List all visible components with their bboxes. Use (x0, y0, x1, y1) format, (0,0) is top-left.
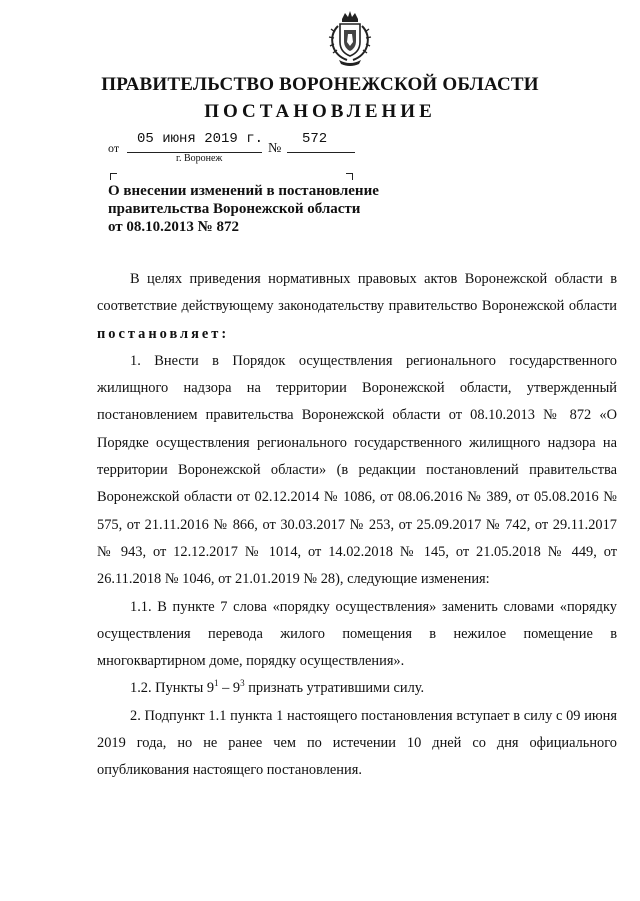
city-label: г. Воронеж (176, 153, 223, 164)
item-1-2-text: – 9 (218, 680, 241, 697)
item-1-2-text: 1.2. Пункты 9 (130, 680, 215, 697)
document-subject (108, 182, 408, 236)
number-prefix: № (268, 141, 282, 156)
paragraph-item-2: 2. Подпункт 1.1 пункта 1 настоящего постановления вступает в силу с 09 июня 2019 года, но не ранее чем по истечении 10 дней со дня официального опубликования настоящего постановления. (97, 707, 617, 779)
document-date: 05 июня 2019 г. (137, 131, 264, 147)
paragraph-item-1-2 (97, 675, 617, 702)
coat-of-arms-icon (327, 10, 373, 68)
decree-word: постановляет: (97, 325, 230, 342)
subject-line: правительства Воронежской области (108, 201, 361, 217)
organization-name: ПРАВИТЕЛЬСТВО ВОРОНЕЖСКОЙ ОБЛАСТИ (101, 74, 539, 95)
superscript: 1 (214, 678, 219, 689)
intro-text: В целях приведения нормативных правовых актов Воронежской области в соответствие действующему законодательству правительство Воронежской области (97, 271, 617, 315)
document-number: 572 (302, 131, 328, 147)
intro-paragraph (97, 266, 617, 348)
item-1-2-text: признать утратившими силу. (244, 680, 425, 697)
superscript: 3 (240, 678, 245, 689)
number-underline (287, 152, 355, 153)
document-type: ПОСТАНОВЛЕНИЕ (204, 101, 436, 122)
document-body (97, 266, 617, 785)
date-prefix: от (108, 141, 120, 155)
paragraph-item-1: 1. Внести в Порядок осуществления регионального государственного жилищного надзора на территории Воронежской области, утвержденный постановлением правительства Воронежской области от 08.10.2013 № 872 «О Порядке осуществления регионального государственного жилищного надзора на территории Воронежской области» (в редакции постановлений правительства Воронежской области от 02.12.2014 № 1086, от 08.06.2016 № 389, от 05.08.2016 № 575, от 21.11.2016 № 866, от 30.03.2017 № 253, от 25.09.2017 № 742, от 29.11.2017 № 943, от 12.12.2017 № 1014, от 14.02.2018 № 145, от 21.05.2018 № 449, от 26.11.2018 № 1046, от 21.01.2019 № 28), следующие изменения: (97, 352, 617, 588)
subject-line: О внесении изменений в постановление (108, 183, 379, 199)
corner-mark-right (346, 173, 353, 180)
subject-line: от 08.10.2013 № 872 (108, 219, 239, 235)
paragraph-item-1-1: 1.1. В пункте 7 слова «порядку осуществления» заменить словами «порядку осуществления перевода жилого помещения в нежилое помещение в многоквартирном доме, порядку осуществления». (97, 598, 617, 670)
corner-mark-left (110, 173, 117, 180)
